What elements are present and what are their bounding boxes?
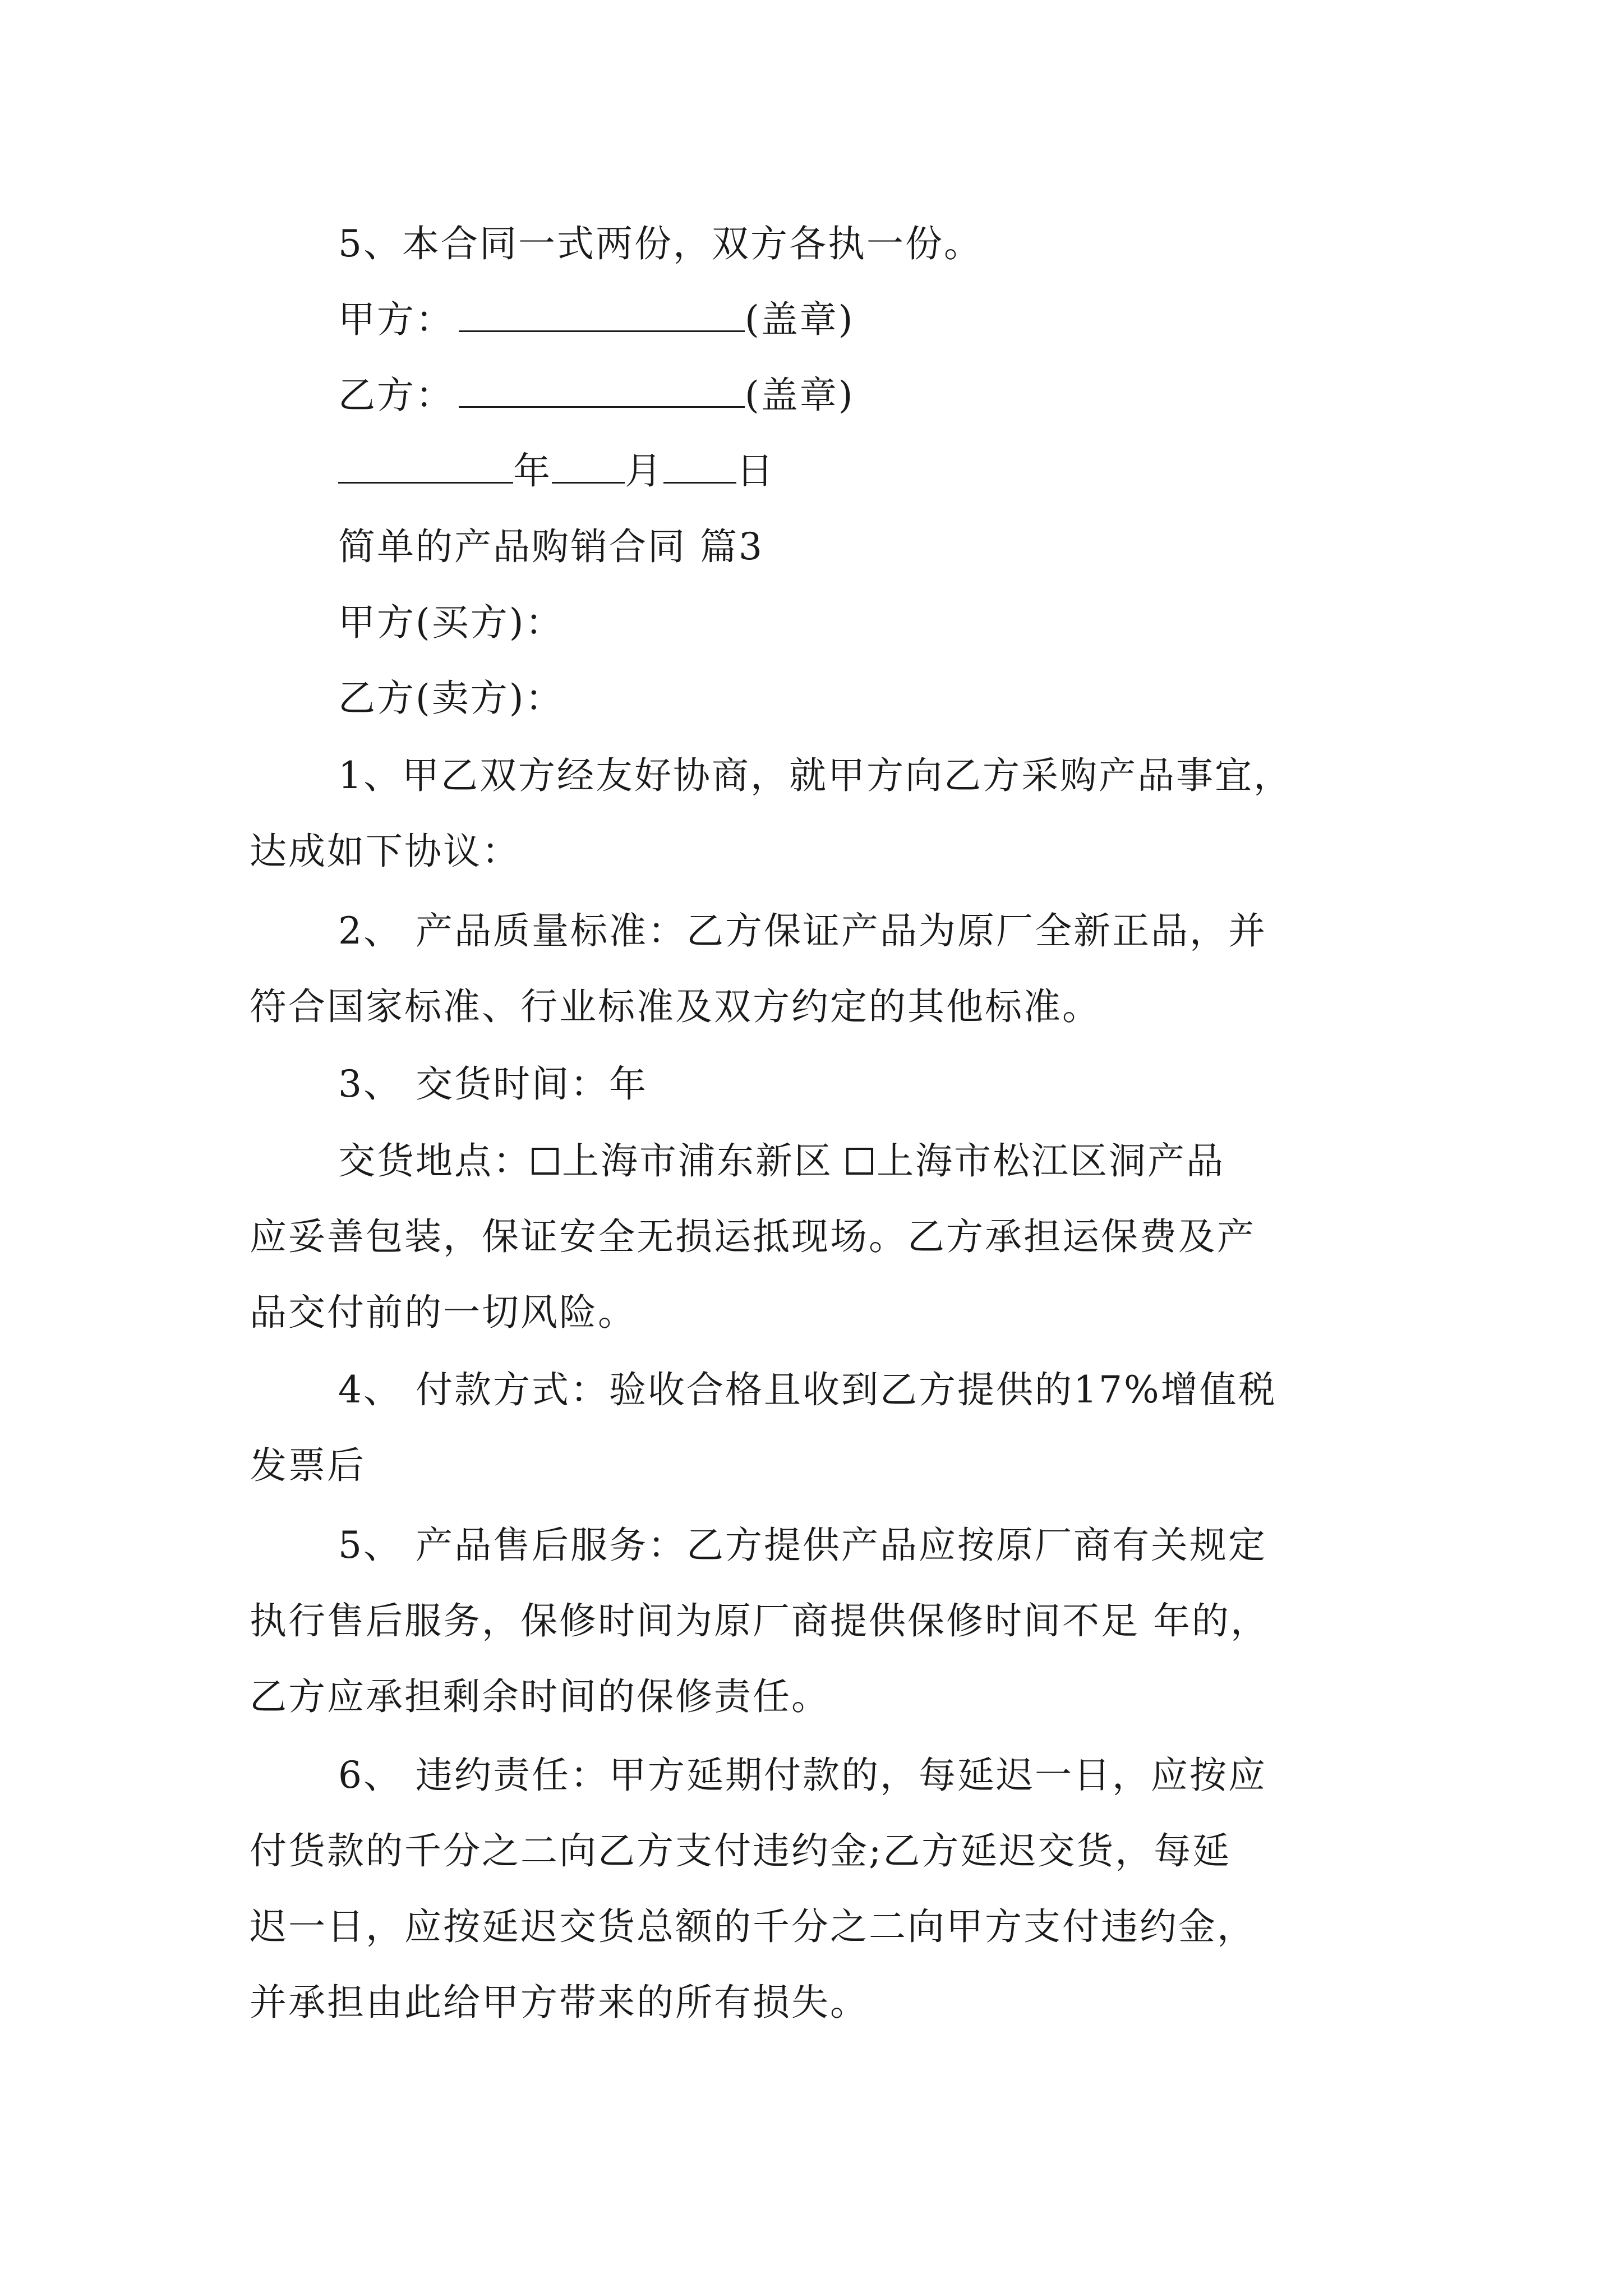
clause-6-text-4: 并承担由此给甲方带来的所有损失。 [250, 1981, 869, 2024]
clause-6-line-2 [250, 1829, 1231, 1874]
clause-4-line-1 [338, 1368, 1277, 1412]
clause-6-line-4 [250, 1980, 869, 2025]
clause-1-line-1 [338, 753, 1292, 798]
pudong-checkbox[interactable] [532, 1148, 559, 1175]
songjiang-checkbox[interactable] [846, 1148, 873, 1175]
clause-6-text-3: 迟一日，应按延迟交货总额的千分之二向甲方支付违约金， [250, 1905, 1256, 1948]
party-b-label: 乙方： [338, 374, 454, 417]
party-b-blank [459, 375, 745, 408]
party-a-seal: (盖章) [745, 298, 855, 341]
section-title-text: 简单的产品购销合同 篇3 [338, 525, 764, 568]
clause-4-line-2 [250, 1443, 366, 1488]
clause-5-line-3 [250, 1674, 830, 1719]
clause-4-text-2: 发票后 [250, 1444, 366, 1487]
clause-5-line-1 [338, 1523, 1267, 1568]
month-blank [552, 450, 625, 484]
clause-6-text-2: 付货款的千分之二向乙方支付违约金;乙方延迟交货，每延 [250, 1829, 1232, 1872]
pudong-option: 上海市浦东新区 [562, 1139, 846, 1182]
month-label: 月 [625, 449, 663, 493]
clause-2-text-1: 2、 产品质量标准：乙方保证产品为原厂全新正品，并 [338, 909, 1267, 953]
clause-1-line-2 [250, 829, 520, 874]
clause-2-line-2 [250, 984, 1101, 1029]
party-b-seal: (盖章) [745, 374, 855, 417]
delivery-location-line [338, 1139, 1225, 1184]
clause-3-line-1 [338, 1062, 648, 1107]
clause-2-text-2: 符合国家标准、行业标准及双方约定的其他标准。 [250, 985, 1101, 1028]
clause-3-text-1: 3、 交货时间：年 [338, 1062, 648, 1106]
delivery-text-2: 应妥善包装，保证安全无损运抵现场。乙方承担运保费及产 [250, 1215, 1256, 1258]
clause-6-line-3 [250, 1904, 1256, 1949]
clause-1-text-1: 1、甲乙双方经友好协商，就甲方向乙方采购产品事宜， [338, 754, 1292, 797]
delivery-location-label: 交货地点： [338, 1139, 532, 1182]
clause-2-line-1 [338, 909, 1267, 954]
party-a-seal-line [338, 297, 855, 342]
year-label: 年 [513, 449, 552, 493]
delivery-line-2 [250, 1214, 1256, 1259]
buyer-text: 甲方(买方)： [338, 601, 564, 644]
clause-6-line-1 [338, 1753, 1267, 1798]
party-a-blank [459, 299, 745, 332]
seller-text: 乙方(卖方)： [338, 677, 564, 720]
clause-5-copies [338, 222, 983, 266]
party-b-seal-line [338, 373, 855, 418]
party-a-label: 甲方： [338, 298, 454, 341]
seller-line [338, 676, 564, 721]
clause-5-line-2 [250, 1599, 1269, 1644]
clause-5-text-3: 乙方应承担剩余时间的保修责任。 [250, 1675, 830, 1718]
section-title [338, 524, 764, 569]
clause-4-text-1: 4、 付款方式：验收合格且收到乙方提供的17%增值税 [338, 1368, 1277, 1411]
songjiang-option: 上海市松江区洞产品 [876, 1139, 1225, 1182]
delivery-line-3 [250, 1290, 637, 1335]
date-line [338, 449, 775, 494]
clause-1-text-2: 达成如下协议： [250, 830, 520, 873]
clause-6-text-1: 6、 违约责任：甲方延期付款的，每延迟一日，应按应 [338, 1754, 1267, 1797]
clause-5-text-1: 5、 产品售后服务：乙方提供产品应按原厂商有关规定 [338, 1524, 1267, 1567]
clause-5-copies-text: 5、本合同一式两份，双方各执一份。 [338, 222, 983, 265]
day-blank [663, 450, 736, 484]
day-label: 日 [736, 449, 775, 493]
clause-5-text-2: 执行售后服务，保修时间为原厂商提供保修时间不足 年的， [250, 1599, 1269, 1642]
buyer-line [338, 600, 564, 645]
delivery-text-3: 品交付前的一切风险。 [250, 1291, 637, 1334]
year-blank [338, 450, 513, 484]
